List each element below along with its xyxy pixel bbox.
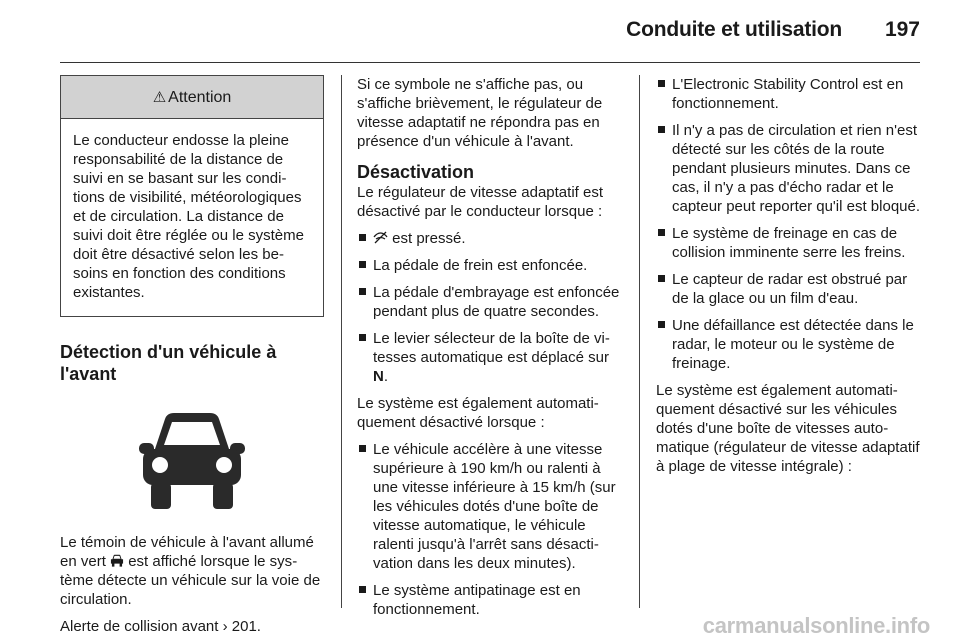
column-separator [341,75,342,608]
list-item: est pressé. [357,229,625,248]
collision-alert-reference: Alerte de collision avant › 201. [60,618,261,635]
vehicle-ahead-description: Le témoin de véhicule à l'avant allumé en vert est affiché lorsque le système détecte un véhicule sur la voie de circulation. [60,534,321,608]
closing-paragraph: Le système est également automatiquement désactivé sur les véhicules dotés d'une boîte de vitesses automatique (régulateur de vitesse adaptatif à plage de vitesse intégrale) : [656,382,920,475]
watermark: carmanualsonline.info [702,613,930,638]
cruise-control-off-icon [373,231,388,244]
attention-box [60,75,324,317]
column-middle [357,75,625,619]
page-number: 197 [884,18,920,41]
vehicle-ahead-icon [110,554,124,567]
attention-title: Attention [168,88,232,106]
list-item: Il n'y a pas de circulation et rien n'est détecté sur les côtés de la route pendant plusieurs minutes. Dans ce cas, il n'y a pas d'écho radar et le capteur peut reporter qu'il est bloqué. [656,121,922,216]
column-separator [639,75,640,608]
column-left [60,75,324,636]
list-item: Le capteur de radar est obstrué par de la glace ou un film d'eau. [656,270,922,308]
intro-paragraph: Si ce symbole ne s'affiche pas, ou s'affiche brièvement, le régulateur de vitesse adaptatif ne répondra pas en présence d'un véhicule à l'avant. [357,76,603,150]
page-reference-arrow-icon: › [222,618,228,635]
vehicle-ahead-icon [137,407,247,512]
list-item: La pédale d'embrayage est enfoncée pendant plus de quatre secondes. [357,283,625,321]
list-item: Le véhicule accélère à une vitesse supérieure à 190 km/h ou ralenti à une vitesse inférieure à 15 km/h (sur les véhicules dotés d'une boîte de vitesse automatique, le véhicule ralenti jusqu'à l'arrêt sans désactivation dans les deux minutes). [357,440,625,573]
list-item: L'Electronic Stability Control est en fonctionnement. [656,75,922,113]
auto-deactivation-lead: Le système est également automatiquement désactivé lorsque : [357,395,599,431]
vehicle-figure [60,407,324,512]
list-item: Le levier sélecteur de la boîte de vitesses automatique est déplacé sur N. [357,329,625,386]
auto-deactivation-list [357,440,625,619]
list-item: Une défaillance est détectée dans le radar, le moteur ou le système de freinage. [656,316,922,373]
header-rule [60,62,920,63]
auto-deactivation-list-continued [656,75,922,373]
list-item: La pédale de frein est enfoncée. [357,256,625,275]
page-header-title: Conduite et utilisation [626,18,842,41]
attention-body: Le conducteur endosse la pleine responsabilité de la distance de suivi en se basant sur les conditions de visibilité, météorologiques et de circulation. La distance de suivi doit être réglée ou le système doit être désactivé selon les besoins en fonction des conditions existantes. [73,132,304,301]
section-heading-vehicle-ahead: Détection d'un véhicule à l'avant [60,342,277,384]
warning-triangle-icon: ⚠ [152,88,167,106]
deactivation-lead: Le régulateur de vitesse adaptatif est désactivé par le conducteur lorsque : [357,184,603,220]
driver-deactivation-list [357,229,625,386]
attention-header [61,76,323,119]
list-item: Le système antipatinage est en fonctionnement. [357,581,625,619]
column-right [656,75,922,476]
section-heading-deactivation: Désactivation [357,162,475,182]
list-item: Le système de freinage en cas de collision imminente serre les freins. [656,224,922,262]
